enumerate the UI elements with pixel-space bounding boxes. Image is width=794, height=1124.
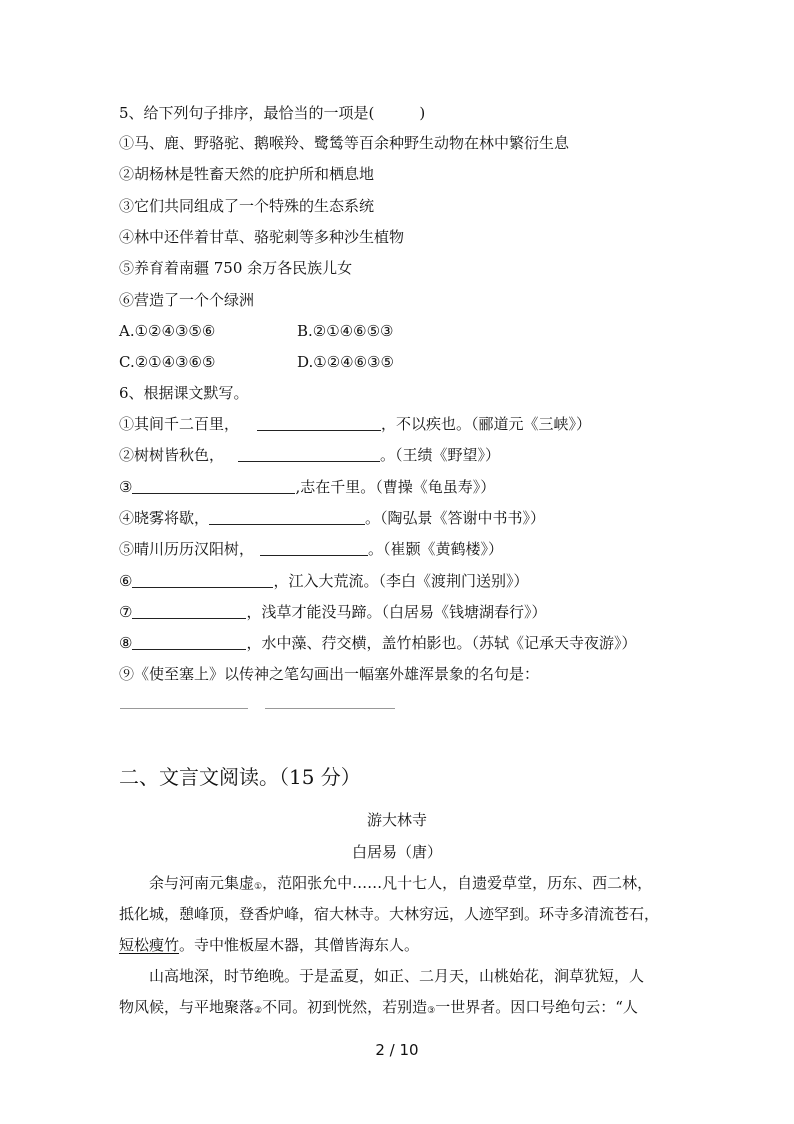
q6-line-9: ⑨《使至塞上》以传神之笔勾画出一幅塞外雄浑景象的名句是： (119, 665, 540, 683)
answer-blank-4[interactable] (209, 509, 365, 525)
q6-line-5 (119, 539, 503, 559)
passage-text: 余与河南元集虚 (149, 874, 255, 892)
q6-line-7-prefix: ⑦ (119, 603, 133, 621)
q6-line-5-prefix: ⑤晴川历历汉阳树， (119, 540, 255, 558)
q6-line-4 (119, 508, 545, 528)
q5-item-2: ②胡杨林是牲畜天然的庇护所和栖息地 (119, 165, 375, 183)
passage-line-5 (119, 997, 679, 1021)
passage-line-2: 抵化城，憩峰顶，登香炉峰，宿大林寺。大林穷远，人迹罕到。环寺多清流苍石， (119, 905, 660, 923)
q6-line-4-prefix: ④晓雾将歇， (119, 509, 210, 527)
q5-option-d: D.①②④⑥③⑤ (297, 353, 394, 371)
q6-line-2-suffix: 。（王绩《野望》） (380, 446, 501, 464)
q6-line-7 (119, 602, 546, 622)
q6-line-8-suffix: ，水中藻、荇交横，盖竹柏影也。（苏轼《记承天寺夜游》） (246, 634, 637, 652)
answer-blank-9a[interactable] (120, 708, 248, 709)
q6-line-1-prefix: ①其间千二百里， (119, 415, 240, 433)
q6-line-8 (119, 633, 636, 653)
passage-line-4: 山高地深，时节绝晚。于是孟夏，如正、二月天，山桃始花，涧草犹短，人 (149, 967, 645, 985)
answer-blank-9b[interactable] (265, 708, 395, 709)
q5-item-5: ⑤养育着南疆 750 余万各民族儿女 (119, 259, 353, 277)
answer-blank-1[interactable] (257, 415, 381, 431)
q6-line-2-prefix: ②树树皆秋色， (119, 446, 225, 464)
q6-line-2 (119, 445, 500, 465)
answer-blank-3[interactable] (132, 478, 295, 494)
q6-line-6 (119, 571, 528, 591)
answer-blank-7[interactable] (132, 603, 246, 619)
q5-option-a: A.①②④③⑤⑥ (119, 322, 216, 340)
q5-item-4: ④林中还伴着甘草、骆驼刺等多种沙生植物 (119, 228, 405, 246)
q6-line-4-suffix: 。（陶弘景《答谢中书书》） (365, 509, 546, 527)
q6-line-1-suffix: ，不以疾也。（郦道元《三峡》） (381, 415, 592, 433)
q6-line-6-suffix: ，江入大荒流。（李白《渡荆门送别》） (273, 572, 529, 590)
q6-question: 6、根据课文默写。 (119, 384, 249, 402)
underlined-phrase: 短松瘦竹 (119, 936, 180, 954)
answer-blank-6[interactable] (132, 572, 273, 588)
footnote-marker-1: ① (254, 882, 263, 892)
q5-item-6: ⑥营造了一个个绿洲 (119, 291, 255, 309)
q6-line-3 (119, 477, 495, 497)
passage-line-3 (119, 935, 679, 955)
section-heading: 二、文言文阅读。（15 分） (119, 765, 361, 789)
passage-text: 物风候，与平地聚落 (119, 998, 255, 1016)
answer-blank-5[interactable] (260, 540, 368, 556)
q5-item-3: ③它们共同组成了一个特殊的生态系统 (119, 197, 375, 215)
passage-text: 一世界者。因口号绝句云：“人 (435, 998, 638, 1016)
q5-question: 5、给下列句子排序，最恰当的一项是( ) (119, 104, 426, 122)
q6-line-7-suffix: ，浅草才能没马蹄。（白居易《钱塘湖春行》） (246, 603, 547, 621)
passage-text: ，范阳张允中……凡十七人，自遗爱草堂，历东、西二林， (262, 874, 653, 892)
q6-line-8-prefix: ⑧ (119, 634, 133, 652)
q6-line-1 (119, 414, 591, 434)
answer-blank-2[interactable] (238, 446, 380, 462)
q6-line-3-suffix: ,志在千里。（曹操《龟虽寿》） (295, 478, 496, 496)
passage-author: 白居易（唐） (351, 843, 442, 861)
q6-line-6-prefix: ⑥ (119, 572, 133, 590)
footnote-marker-2: ② (254, 1006, 263, 1016)
passage-title: 游大林寺 (366, 811, 427, 829)
answer-blank-8[interactable] (132, 634, 246, 650)
q5-option-c: C.②①④③⑥⑤ (119, 353, 216, 371)
passage-text: 。寺中惟板屋木器，其僧皆海东人。 (179, 936, 420, 954)
q5-item-1: ①马、鹿、野骆驼、鹅喉羚、鹭鸶等百余种野生动物在林中繁衍生息 (119, 134, 570, 152)
passage-text: 不同。初到恍然，若别造 (262, 998, 428, 1016)
q5-option-b: B.②①④⑥⑤③ (297, 322, 394, 340)
q6-line-5-suffix: 。（崔颢《黄鹤楼》） (368, 540, 504, 558)
passage-line-1 (149, 873, 709, 897)
page-number: 2 / 10 (375, 1041, 419, 1059)
q6-line-3-prefix: ③ (119, 478, 133, 496)
footnote-marker-3: ③ (427, 1006, 436, 1016)
